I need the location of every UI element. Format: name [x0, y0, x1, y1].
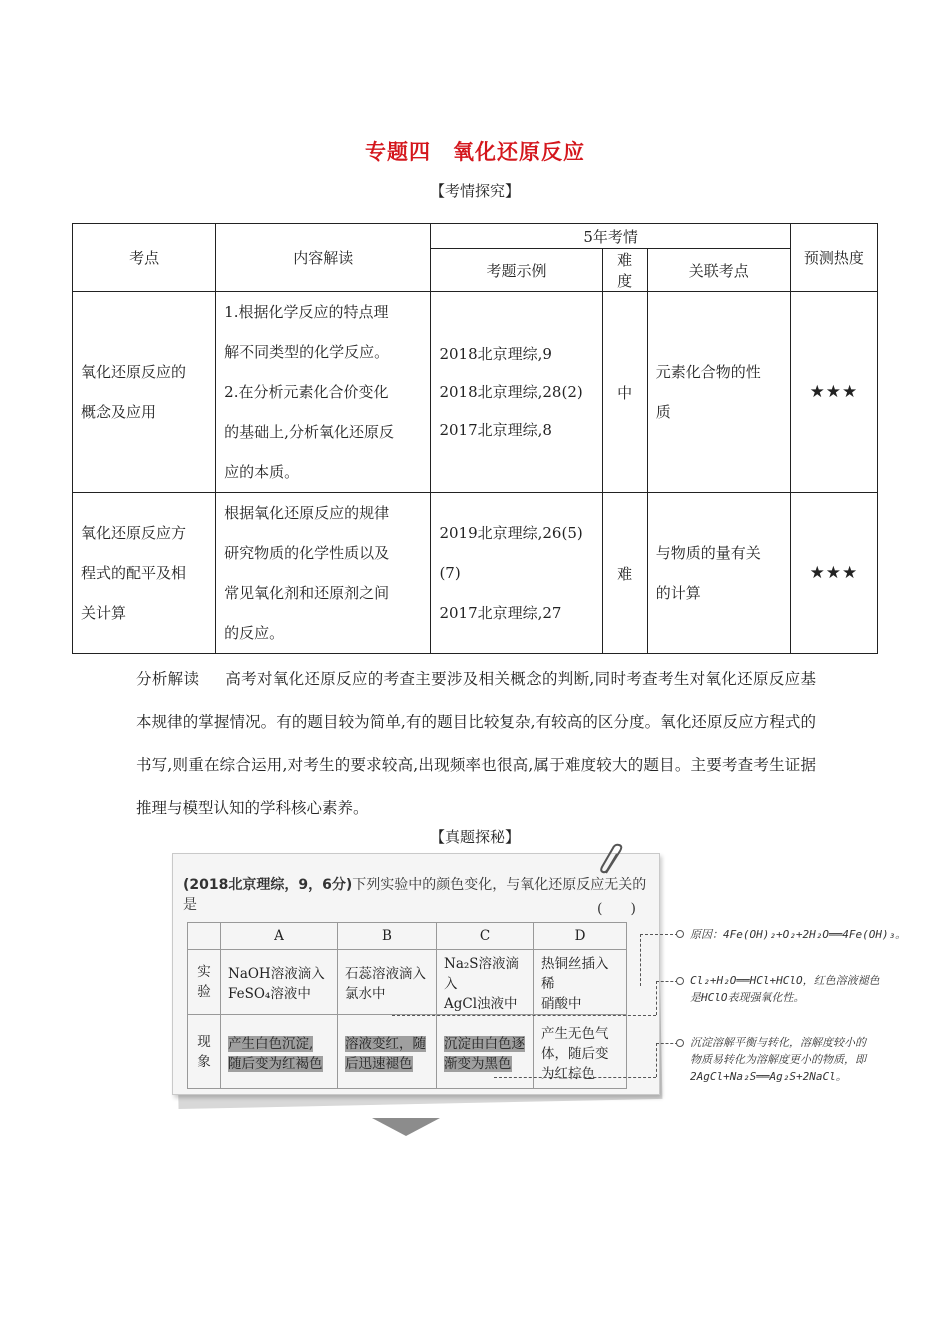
header-neirong: 内容解读: [216, 224, 431, 292]
cell-shili: 2019北京理综,26(5) (7) 2017北京理综,27: [431, 493, 602, 654]
question-text: (2018北京理综，9，6分)下列实验中的颜色变化，与氧化还原反应无关的是: [183, 877, 647, 913]
header-nandu: 难度: [602, 249, 647, 292]
col-a: A: [221, 923, 338, 950]
connector-dot: [676, 977, 684, 985]
phen-d: 产生无色气 体，随后变 为红棕色: [534, 1015, 627, 1089]
col-b: B: [338, 923, 437, 950]
header-redu: 预测热度: [790, 224, 877, 292]
connector-dot: [676, 1039, 684, 1047]
cell-redu: ★★★: [790, 493, 877, 654]
cell-nandu: 中: [602, 292, 647, 493]
experiment-table: [187, 922, 627, 1089]
paperclip-icon: [598, 843, 628, 879]
annotation-a: 原因：4Fe(OH)₂+O₂+2H₂O══4Fe(OH)₃。: [690, 928, 907, 941]
analysis-paragraph: [136, 658, 816, 830]
connector-line: [392, 1015, 656, 1016]
connector-dot: [676, 930, 684, 938]
answer-paren: ( ): [597, 901, 636, 917]
connector-line: [640, 934, 678, 935]
page-title: 专题四 氧化还原反应: [365, 140, 585, 164]
cell-guanlian: 元素化合物的性 质: [647, 292, 790, 493]
exp-b: 石蕊溶液滴入 氯水中: [338, 950, 437, 1015]
cell-guanlian: 与物质的量有关 的计算: [647, 493, 790, 654]
table-row: [73, 493, 878, 654]
table-row: [73, 292, 878, 493]
connector-line: [494, 1077, 656, 1078]
connector-line: [640, 934, 641, 986]
cell-nandu: 难: [602, 493, 647, 654]
cell-redu: ★★★: [790, 292, 877, 493]
header-shili: 考题示例: [431, 249, 602, 292]
phen-b: 溶液变红，随 后迅速褪色: [338, 1015, 437, 1089]
row-label-shiyan: 实 验: [188, 950, 221, 1015]
exp-a: NaOH溶液滴入 FeSO₄溶液中: [221, 950, 338, 1015]
connector-line: [656, 1043, 678, 1044]
cell-kaodian: 氧化还原反应方 程式的配平及相 关计算: [73, 493, 216, 654]
analysis-label: 分析解读: [136, 670, 200, 688]
cell-neirong: 根据氧化还原反应的规律 研究物质的化学性质以及 常见氧化剂和还原剂之间 的反应。: [216, 493, 431, 654]
section-heading-zhenti: 【真题探秘】: [429, 828, 520, 846]
header-kaodian: 考点: [73, 224, 216, 292]
exam-analysis-table: [72, 223, 878, 654]
analysis-text: 高考对氧化还原反应的考查主要涉及相关概念的判断,同时考查考生对氧化还原反应基本规律的掌握情况。有的题目较为简单,有的题目比较复杂,有较高的区分度。氧化还原反应方程式的书写,则重在综合运用,对考生的要求较高,出现频率也很高,属于难度较大的题目。主要考查考生证据推理与模型认知的学科核心素养。: [136, 670, 816, 817]
col-d: D: [534, 923, 627, 950]
connector-line: [656, 981, 657, 1015]
col-c: C: [437, 923, 534, 950]
down-arrow-icon: [372, 1118, 440, 1136]
section-heading-kaoqing: 【考情探究】: [429, 182, 520, 200]
connector-line: [656, 981, 678, 982]
exp-c: Na₂S溶液滴入 AgCl浊液中: [437, 950, 534, 1015]
phen-a: 产生白色沉淀, 随后变为红褐色: [221, 1015, 338, 1089]
annotation-c: 沉淀溶解平衡与转化，溶解度较小的 物质易转化为溶解度更小的物质，即 2AgCl+Na₂S══Ag₂S+2NaCl。: [690, 1036, 866, 1083]
cell-neirong: 1.根据化学反应的特点理 解不同类型的化学反应。 2.在分析元素化合价变化 的基础上,分析氧化还原反 应的本质。: [216, 292, 431, 493]
question-card: [172, 853, 660, 1095]
phen-c: 沉淀由白色逐 渐变为黑色: [437, 1015, 534, 1089]
row-label-xianxiang: 现 象: [188, 1015, 221, 1089]
exp-d: 热铜丝插入稀 硝酸中: [534, 950, 627, 1015]
cell-kaodian: 氧化还原反应的 概念及应用: [73, 292, 216, 493]
header-guanlian: 关联考点: [647, 249, 790, 292]
header-5year: 5年考情: [431, 224, 790, 249]
annotation-b: Cl₂+H₂O══HCl+HClO，红色溶液褪色 是HClO表现强氧化性。: [690, 974, 880, 1004]
cell-shili: 2018北京理综,9 2018北京理综,28(2) 2017北京理综,8: [431, 292, 602, 493]
connector-line: [656, 1043, 657, 1077]
